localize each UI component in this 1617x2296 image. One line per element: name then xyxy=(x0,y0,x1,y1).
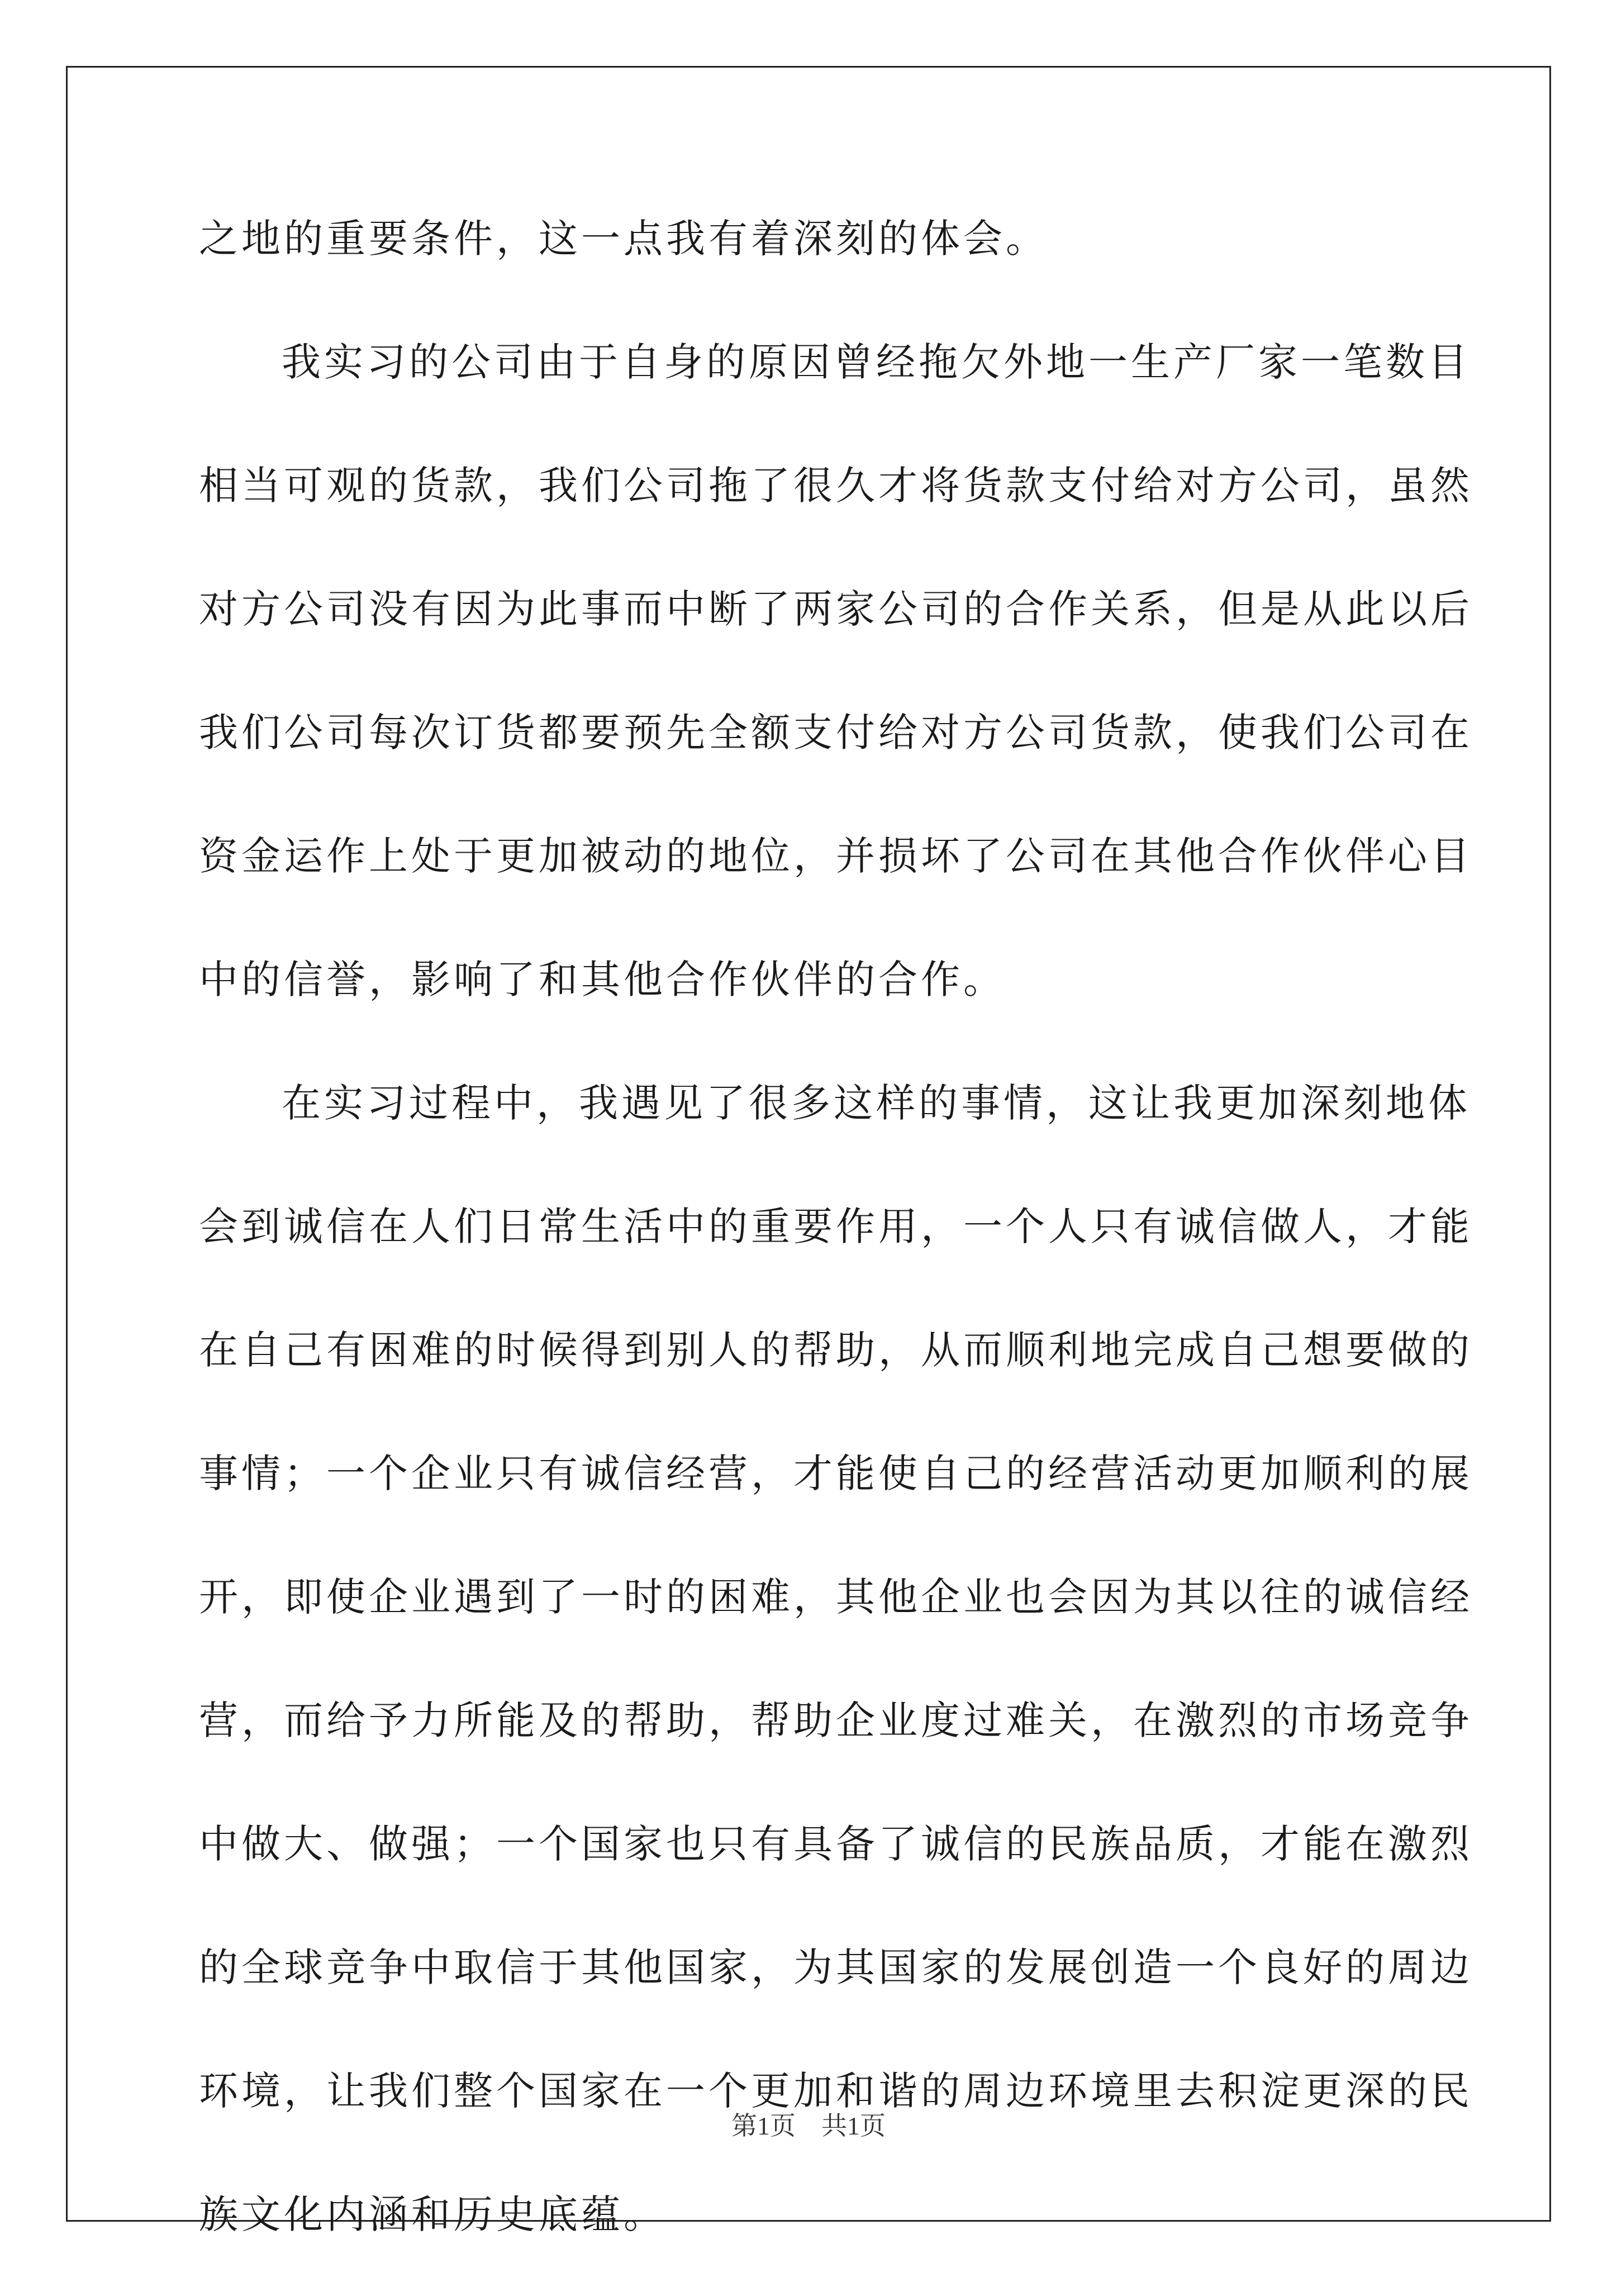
paragraph-3-line-2: 会到诚信在人们日常生活中的重要作用，一个人只有诚信做人，才能 xyxy=(199,1204,1473,1249)
paragraph-3-line-6: 营，而给予力所能及的帮助，帮助企业度过难关，在激烈的市场竞争 xyxy=(199,1698,1473,1743)
paragraph-3-line-5: 开，即使企业遇到了一时的困难，其他企业也会因为其以往的诚信经 xyxy=(199,1574,1473,1620)
page-number-footer: 第1页 共1页 xyxy=(731,2112,886,2140)
paragraph-3-line-1: 在实习过程中，我遇见了很多这样的事情，这让我更加深刻地体 xyxy=(282,1080,1471,1126)
paragraph-3-line-10: 族文化内涵和历史底蕴。 xyxy=(199,2192,666,2237)
paragraph-2-line-4: 我们公司每次订货都要预先全额支付给对方公司货款，使我们公司在 xyxy=(199,710,1473,755)
paragraph-2-line-1: 我实习的公司由于自身的原因曾经拖欠外地一生产厂家一笔数目 xyxy=(282,339,1471,385)
paragraph-3-line-9: 环境，让我们整个国家在一个更加和谐的周边环境里去积淀更深的民 xyxy=(199,2068,1473,2114)
paragraph-3-line-7: 中做大、做强；一个国家也只有具备了诚信的民族品质，才能在激烈 xyxy=(199,1821,1473,1867)
paragraph-1-line-1: 之地的重要条件，这一点我有着深刻的体会。 xyxy=(199,216,1048,262)
document-body xyxy=(199,197,1473,2296)
paragraph-2-line-6: 中的信誉，影响了和其他合作伙伴的合作。 xyxy=(199,957,1006,1002)
paragraph-2-line-3: 对方公司没有因为此事而中断了两家公司的合作关系，但是从此以后 xyxy=(199,586,1473,632)
paragraph-2-line-2: 相当可观的货款，我们公司拖了很久才将货款支付给对方公司，虽然 xyxy=(199,463,1473,508)
paragraph-3-line-8: 的全球竞争中取信于其他国家，为其国家的发展创造一个良好的周边 xyxy=(199,1945,1473,1990)
paragraph-3-line-3: 在自己有困难的时候得到别人的帮助，从而顺利地完成自己想要做的 xyxy=(199,1327,1473,1373)
paragraph-3-line-4: 事情；一个企业只有诚信经营，才能使自己的经营活动更加顺利的展 xyxy=(199,1451,1473,1496)
paragraph-2-line-5: 资金运作上处于更加被动的地位，并损坏了公司在其他合作伙伴心目 xyxy=(199,833,1473,879)
